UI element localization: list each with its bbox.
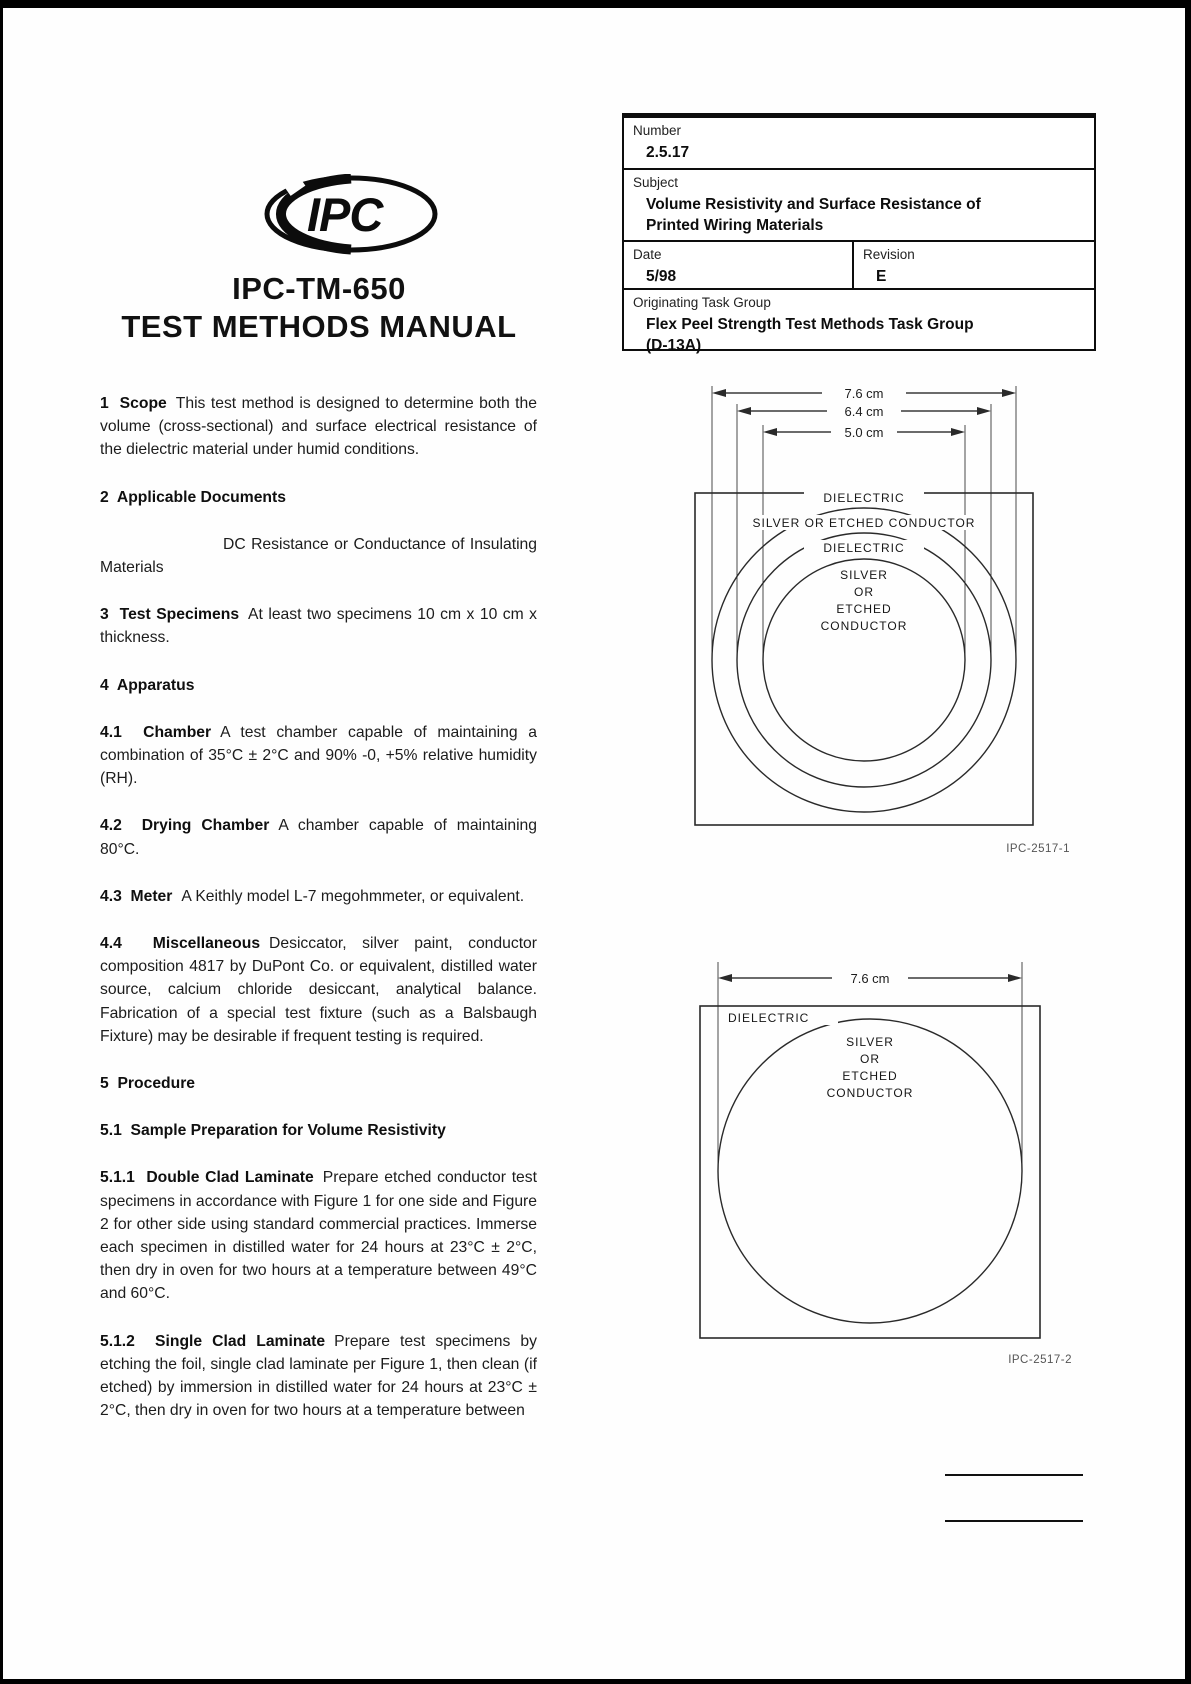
fig1-center-label-line3: ETCHED: [836, 602, 892, 616]
task-group-line-2: (D-13A): [646, 337, 702, 354]
section-2-reference: [100, 533, 537, 579]
section-head: 4.1 Chamber: [100, 723, 212, 741]
fig2-center-label-line3: ETCHED: [842, 1069, 898, 1083]
scan-edge-top: [0, 0, 1191, 8]
section-body: Prepare etched conductor test specimens in accordance with Figure 1 for one side and Figure 2 for other side using standard commercial practices. Immerse each specimen in distilled water for 24 hours at 23°C ± 2°C, then dry in oven for two hours at a temperature between 49°C and 60°C.: [100, 1169, 537, 1303]
subject-line-1: Volume Resistivity and Surface Resistance of: [646, 196, 981, 213]
title-line-1: IPC-TM-650: [232, 271, 406, 306]
fig2-center-label-line2: OR: [860, 1052, 880, 1066]
section-1-scope: [100, 392, 537, 462]
fig1-center-label-line2: OR: [854, 585, 874, 599]
number-value: 2.5.17: [646, 144, 690, 161]
fig1-dim-inner: 5.0 cm: [844, 425, 884, 440]
fig2-dim: 7.6 cm: [850, 971, 890, 986]
section-4-heading: [100, 674, 537, 697]
task-group-value: [624, 310, 1094, 356]
header-table: [622, 113, 1096, 354]
revision-label: Revision: [863, 247, 915, 262]
blank-fill-line-1: [945, 1474, 1083, 1476]
section-5-1-1-double-clad: [100, 1166, 537, 1305]
fig1-label-ring-conductor: SILVER OR ETCHED CONDUCTOR: [752, 516, 976, 530]
section-head: 3 Test Specimens: [100, 606, 240, 624]
section-head: 5.1 Sample Preparation for Volume Resistivity: [100, 1122, 446, 1140]
fig1-dim-outer: 7.6 cm: [844, 386, 884, 401]
scan-edge-left: [0, 0, 3, 1684]
fig1-label-dielectric-top: DIELECTRIC: [823, 491, 905, 505]
revision-value: E: [876, 268, 887, 285]
section-body: A test chamber capable of maintaining a combination of 35°C ± 2°C and 90% -0, +5% relative humidity (RH).: [100, 723, 537, 788]
fig2-caption: IPC-2517-2: [1008, 1354, 1072, 1366]
date-label: Date: [633, 247, 662, 262]
section-4-3-meter: [100, 885, 537, 908]
figure-2-drawing: [640, 950, 1080, 1380]
header-row-subject: [624, 168, 1094, 240]
number-label: Number: [633, 123, 682, 138]
section-body: Desiccator, silver paint, conductor composition 4817 by DuPont Co. or equivalent, distilled water source, calcium chloride desiccant, analytical balance. Fabrication of a special test fixture (such as a Balsbaugh Fixture) may be desirable if frequent testing is required.: [100, 935, 538, 1045]
section-body: This test method is designed to determine both the volume (cross-sectional) and surface electrical resistance of the dielectric material under humid conditions.: [100, 395, 537, 459]
fig1-center-label-line4: CONDUCTOR: [820, 619, 908, 633]
date-value: 5/98: [646, 268, 677, 285]
section-4-4-miscellaneous: [100, 932, 537, 1048]
scan-edge-right: [1185, 0, 1191, 1684]
fig1-label-dielectric-inner: DIELECTRIC: [823, 541, 905, 555]
subject-label: Subject: [633, 175, 679, 190]
reference-line-1: DC Resistance or Conductance of Insulating: [223, 535, 537, 553]
section-body: At least two specimens 10 cm x 10 cm x thickness.: [100, 606, 537, 647]
section-2-heading: [100, 486, 537, 509]
blank-fill-line-2: [945, 1520, 1083, 1522]
section-5-1-2-single-clad: [100, 1330, 537, 1423]
section-head: 2 Applicable Documents: [100, 488, 286, 506]
fig1-dim-middle: 6.4 cm: [844, 404, 884, 419]
section-body: A chamber capable of maintaining 80°C.: [100, 817, 537, 858]
revision-cell: [854, 242, 1094, 288]
subject-value: [624, 190, 1094, 236]
section-5-heading: [100, 1072, 537, 1095]
section-4-1-chamber: [100, 721, 537, 791]
section-4-2-drying-chamber: [100, 814, 537, 860]
section-head: 5 Procedure: [100, 1075, 196, 1093]
date-cell: [624, 242, 854, 288]
task-group-label: Originating Task Group: [633, 295, 771, 310]
section-head: 5.1.1 Double Clad Laminate: [100, 1169, 314, 1187]
reference-line-2: Materials: [100, 559, 164, 577]
section-5-1-heading: [100, 1119, 537, 1142]
ipc-logo: [263, 174, 441, 256]
section-head: 1 Scope: [100, 395, 167, 412]
section-body: Prepare test specimens by etching the foil, single clad laminate per Figure 1, then clean (if etched) by immersion in distilled water for 24 hours at 23°C ± 2°C, then dry in oven for two hours at a temperature between: [100, 1332, 537, 1420]
scan-edge-bottom: [0, 1679, 1191, 1684]
header-row-number: [624, 118, 1094, 168]
body-column: [100, 392, 537, 1447]
section-head: 4.2 Drying Chamber: [100, 817, 270, 835]
section-head: 4 Apparatus: [100, 676, 195, 694]
subject-line-2: Printed Wiring Materials: [646, 217, 824, 234]
fig2-center-label-line4: CONDUCTOR: [826, 1086, 914, 1100]
section-head: 4.4 Miscellaneous: [100, 935, 261, 953]
fig2-label-dielectric: DIELECTRIC: [728, 1011, 810, 1025]
fig1-caption: IPC-2517-1: [1006, 843, 1070, 855]
title-line-2: TEST METHODS MANUAL: [121, 309, 517, 344]
section-body: A Keithly model L-7 megohmmeter, or equivalent.: [181, 887, 525, 905]
figure-1-drawing: [640, 378, 1080, 868]
section-head: 5.1.2 Single Clad Laminate: [100, 1332, 326, 1350]
document-title: [98, 270, 540, 346]
section-head: 4.3 Meter: [100, 887, 173, 905]
fig1-center-label-line1: SILVER: [840, 568, 888, 582]
task-group-line-1: Flex Peel Strength Test Methods Task Group: [646, 316, 974, 333]
header-row-date-revision: [624, 240, 1094, 288]
section-3-test-specimens: [100, 603, 537, 649]
fig2-center-label-line1: SILVER: [846, 1035, 894, 1049]
header-row-task-group: [624, 288, 1094, 354]
logo-text: IPC: [307, 188, 383, 241]
